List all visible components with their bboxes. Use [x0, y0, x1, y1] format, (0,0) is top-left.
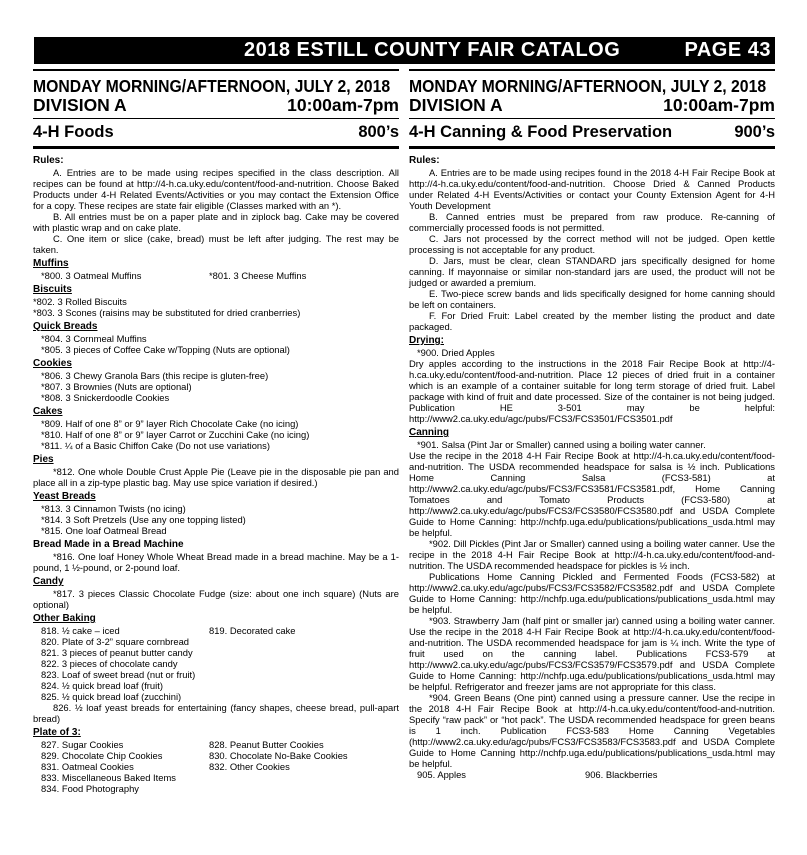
divider	[33, 146, 399, 149]
list-item: 906. Blackberries	[585, 769, 658, 780]
list-item: *817. 3 pieces Classic Chocolate Fudge (size: about one inch square) (Nuts are optional)	[33, 588, 399, 610]
category-code: 900’s	[734, 123, 775, 141]
list-item: 822. 3 pieces of chocolate candy	[41, 658, 178, 669]
category-title: 4-H Canning & Food Preservation	[409, 123, 673, 141]
top-rule	[409, 69, 775, 71]
left-column	[33, 69, 399, 794]
division-time: 10:00am-7pm	[663, 95, 775, 115]
list-item: *815. One loaf Oatmeal Bread	[41, 525, 167, 536]
schedule-date: MONDAY MORNING/AFTERNOON, JULY 2, 2018	[33, 76, 391, 96]
item-description: Use the recipe in the 2018 4-H Fair Recipe Book at http://4-h.ca.uky.edu/content/food-and-nutrition. The USDA recommended headspace for salsa is ½ inch. Publications Home Canning Salsa (FCS3-581) at http://www2.ca.uky.edu/agc/pubs/FCS3/FCS3581/FCS3581.pdf, Home Canning Tomatoes and Tomato Products (FCS3-580) at http://www2.ca.uky.edu/agc/pubs/FCS3/FCS3580/FCS3580.pdf and USDA Complete Guide to Home Canning: http://nchfp.uga.edu/publications/publications_usda.html may be helpful.	[409, 450, 775, 538]
page-banner	[34, 37, 775, 64]
category-title: 4-H Foods	[33, 123, 114, 141]
section-heading: Muffins	[33, 258, 69, 269]
divider	[409, 146, 775, 149]
list-item: *813. 3 Cinnamon Twists (no icing)	[41, 503, 186, 514]
division-label: DIVISION A	[409, 95, 503, 115]
divider	[33, 118, 399, 119]
other-row	[33, 625, 399, 636]
plate-row	[33, 761, 399, 772]
list-item: 833. Miscellaneous Baked Items	[41, 772, 176, 783]
section-heading: Drying:	[409, 335, 444, 346]
section-heading: Canning	[409, 427, 449, 438]
list-item: *811. ¼ of a Basic Chiffon Cake (Do not use variations)	[41, 440, 270, 451]
section-heading: Pies	[33, 454, 54, 465]
final-row	[409, 769, 775, 780]
rule-a: A. Entries are to be made using recipes specified in the class description. All recipes can be found at http://4-h.ca.uky.edu/content/food-and-nutrition. Choose Baked Products under 4-H Related Events/Activities or you may contact the Extension Office for a copy. These recipes are state fair eligible (Classes marked with an *).	[33, 167, 399, 211]
category-row	[409, 122, 775, 142]
list-item: 834. Food Photography	[41, 783, 139, 794]
plate-row	[33, 750, 399, 761]
category-row	[33, 122, 399, 142]
list-item: 819. Decorated cake	[209, 625, 296, 636]
list-item: *803. 3 Scones (raisins may be substituted for dried cranberries)	[33, 307, 301, 318]
list-item: 825. ½ quick bread loaf (zucchini)	[41, 691, 182, 702]
rule-e: E. Two-piece screw bands and lids specifically designed for home canning should be left on containers.	[409, 288, 775, 310]
list-item: *805. 3 pieces of Coffee Cake w/Topping (Nuts are optional)	[41, 344, 290, 355]
list-item: *809. Half of one 8” or 9” layer Rich Chocolate Cake (no icing)	[41, 418, 299, 429]
rule-c: C. One item or slice (cake, bread) must be left after judging. The rest may be taken.	[33, 233, 399, 255]
page-number: PAGE 43	[684, 39, 771, 61]
division-row	[409, 96, 775, 115]
list-item: 827. Sugar Cookies	[41, 739, 124, 750]
list-item: *902. Dill Pickles (Pint Jar or Smaller) canned using a boiling water canner. Use the recipe in the 2018 4-H Fair Recipe Book at http://4-h.ca.uky.edu/content/food-and-nutrition. The USDA recommended headspace for pickles is ½ inch.	[409, 538, 775, 571]
section-heading: Plate of 3:	[33, 727, 81, 738]
list-item: *806. 3 Chewy Granola Bars (this recipe is gluten-free)	[41, 370, 269, 381]
list-item: *904. Green Beans (One pint) canned using a pressure canner. Use the recipe in the 2018 4-H Fair Recipe Book at http://4-h.ca.uky.edu/content/food-and-nutrition. Specify “raw pack” or “hot pack”. The USDA recommended headspace for green beans is 1 inch. Publication FCS3-583 Home Canning Vegetables (http://www2.ca.uky.edu/agc/pubs/FCS3/FCS3583/FCS3583.pdf and USDA Complete Guide to Home Canning http://nchfp.uga.edu/publications/publications_usda.html may be helpful.	[409, 692, 775, 769]
list-item: *804. 3 Cornmeal Muffins	[41, 333, 147, 344]
rule-d: D. Jars, must be clear, clean STANDARD jars specifically designed for home canning. If mayonnaise or similar non-standard jars are used, the product will not be judged or awarded a premium.	[409, 255, 775, 288]
list-item: *816. One loaf Honey Whole Wheat Bread made in a bread machine. May be a 1-pound, 1 ½-pound, or 2-pound loaf.	[33, 551, 399, 573]
list-item: *812. One whole Double Crust Apple Pie (Leave pie in the disposable pie pan and place all in a zip-type plastic bag. May use spice variation if desired.)	[33, 466, 399, 488]
section-heading: Candy	[33, 576, 64, 587]
item-description: Dry apples according to the instructions in the 2018 Fair Recipe Book at http://4-h.ca.uky.edu/content/food-and-nutrition. Place 12 pieces of dried fruit in a container which is an example of a container suitable for long term storage of dried fruit. Label package with kind of fruit and date processed. Size of the container is not being judged. Publication HE 3-501 may be helpful: http://www2.ca.uky.edu/agc/pubs/FCS3/FCS3501/FCS3501.pdf	[409, 358, 775, 424]
list-item: *802. 3 Rolled Biscuits	[33, 296, 127, 307]
list-item: 905. Apples	[417, 769, 466, 780]
list-item: 823. Loaf of sweet bread (nut or fruit)	[41, 669, 196, 680]
section-heading: Biscuits	[33, 284, 72, 295]
list-item: 828. Peanut Butter Cookies	[209, 739, 324, 750]
list-item: 820. Plate of 3-2” square cornbread	[41, 636, 190, 647]
category-code: 800’s	[358, 123, 399, 141]
list-item: 821. 3 pieces of peanut butter candy	[41, 647, 193, 658]
list-item: *800. 3 Oatmeal Muffins	[41, 270, 142, 281]
division-time: 10:00am-7pm	[287, 95, 399, 115]
rules-heading: Rules:	[409, 155, 440, 166]
division-row	[33, 96, 399, 115]
section-heading: Other Baking	[33, 613, 96, 624]
list-item: *900. Dried Apples	[417, 347, 495, 358]
section-heading: Cakes	[33, 406, 63, 417]
divider	[409, 118, 775, 119]
rule-a: A. Entries are to be made using recipes found in the 2018 4-H Fair Recipe Book at http://4-h.ca.uky.edu/content/food-and-nutrition. Choose Dried & Canned Products under Related 4-H Events/Activities or contact your County Extension Agent for 4-H Youth Development	[409, 167, 775, 211]
right-column	[409, 69, 775, 780]
list-item: *901. Salsa (Pint Jar or Smaller) canned using a boiling water canner.	[417, 439, 706, 450]
list-item: *808. 3 Snickerdoodle Cookies	[41, 392, 170, 403]
section-heading: Quick Breads	[33, 321, 98, 332]
section-heading: Cookies	[33, 358, 72, 369]
list-item: 831. Oatmeal Cookies	[41, 761, 134, 772]
list-item: 832. Other Cookies	[209, 761, 290, 772]
section-heading: Bread Made in a Bread Machine	[33, 539, 184, 550]
division-label: DIVISION A	[33, 95, 127, 115]
list-item: *810. Half of one 8” or 9” layer Carrot or Zucchini Cake (no icing)	[41, 429, 310, 440]
rule-f: F. For Dried Fruit: Label created by the member listing the product and date packaged.	[409, 310, 775, 332]
list-item: 826. ½ loaf yeast breads for entertaining (fancy shapes, cheese bread, pull-apart bread)	[33, 702, 399, 724]
rule-b: B. All entries must be on a paper plate and in ziplock bag. Cake may be covered with plastic wrap and on cake plate.	[33, 211, 399, 233]
list-item: *801. 3 Cheese Muffins	[209, 270, 307, 281]
section-heading: Yeast Breads	[33, 491, 96, 502]
list-item: 818. ½ cake – iced	[41, 625, 120, 636]
list-item: 824. ½ quick bread loaf (fruit)	[41, 680, 163, 691]
rule-c: C. Jars not processed by the correct method will not be judged. Open kettle processing is not acceptable for any product.	[409, 233, 775, 255]
canning-body	[409, 155, 775, 780]
rule-b: B. Canned entries must be prepared from raw produce. Re-canning of commercially processed foods is not permitted.	[409, 211, 775, 233]
top-rule	[33, 69, 399, 71]
list-item: 830. Chocolate No-Bake Cookies	[209, 750, 348, 761]
list-item: 829. Chocolate Chip Cookies	[41, 750, 163, 761]
item-description: Publications Home Canning Pickled and Fermented Foods (FCS3-582) at http://www2.ca.uky.edu/agc/pubs/FCS3/FCS3582/FCS3582.pdf and USDA Complete Guide to Home Canning: http://nchfp.uga.edu/publications/publications_usda.html may be helpful.	[409, 571, 775, 615]
foods-body	[33, 155, 399, 794]
schedule-date: MONDAY MORNING/AFTERNOON, JULY 2, 2018	[409, 76, 767, 96]
catalog-title: 2018 ESTILL COUNTY FAIR CATALOG	[244, 39, 621, 61]
list-item: *814. 3 Soft Pretzels (Use any one topping listed)	[41, 514, 246, 525]
list-item: *903. Strawberry Jam (half pint or smaller jar) canned using a boiling water canner. Use the recipe in the 2018 4-H Fair Recipe Book at http://4-h.ca.uky.edu/content/food-and-nutrition. The USDA recommended headspace for jam is ¼ inch. Write the type of fruit used on the canning label. Publications FCS3-579 at http://www2.ca.uky.edu/agc/pubs/FCS3/FCS3579/FCS3579.pdf and USDA Complete Guide to Home Canning: http://nchfp.uga.edu/publications/publications_usda.html may be helpful. Refrigerator and freezer jams are not appropriate for this class.	[409, 615, 775, 692]
muffins-row	[33, 270, 399, 281]
rules-heading: Rules:	[33, 155, 64, 166]
list-item: *807. 3 Brownies (Nuts are optional)	[41, 381, 192, 392]
plate-row	[33, 739, 399, 750]
